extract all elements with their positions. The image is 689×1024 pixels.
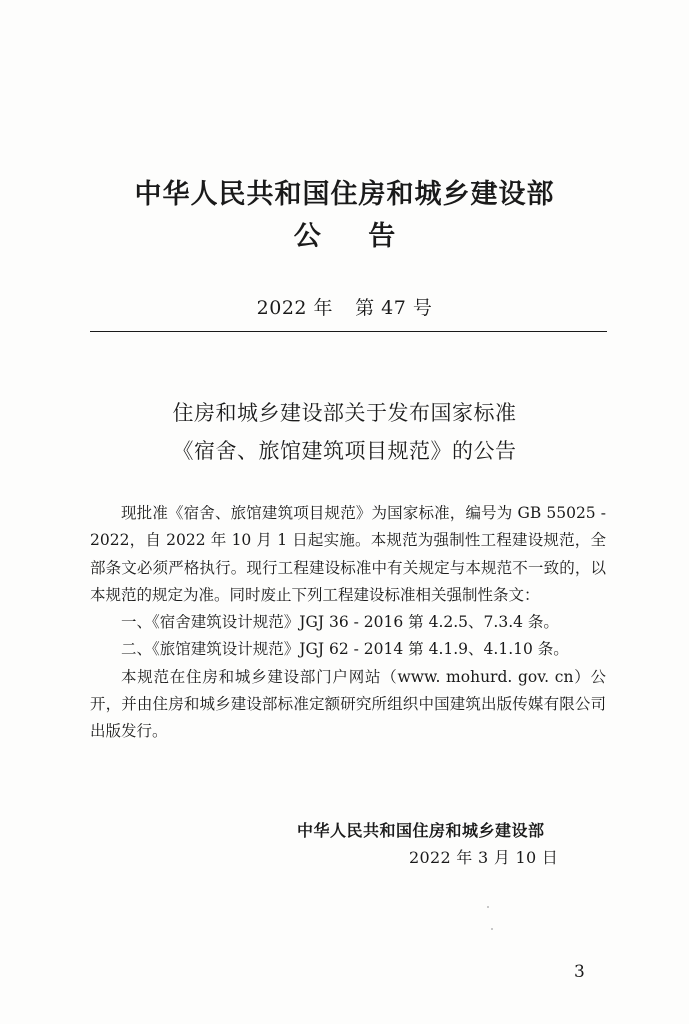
notice-body	[90, 500, 606, 746]
notice-title-line-2: 《宿舍、旅馆建筑项目规范》的公告	[172, 439, 517, 463]
repealed-item-1: 一、《宿舍建筑设计规范》JGJ 36 - 2016 第 4.2.5、7.3.4 条。	[121, 613, 559, 632]
scan-speck	[487, 906, 489, 908]
body-paragraph-2: 本规范在住房和城乡建设部门户网站（www. mohurd. gov. cn）公开，并由住房和城乡建设部标准定额研究所组织中国建筑出版传媒有限公司出版发行。	[90, 667, 606, 741]
signature-date: 2022 年 3 月 10 日	[409, 848, 559, 867]
ministry-title: 中华人民共和国住房和城乡建设部	[134, 179, 555, 210]
header-divider	[90, 331, 607, 332]
doc-serial: 第 47 号	[355, 297, 433, 319]
doc-year: 2022 年	[256, 297, 334, 319]
body-paragraph-1: 现批准《宿舍、旅馆建筑项目规范》为国家标准，编号为 GB 55025 - 2022，自 2022 年 10 月 1 日起实施。本规范为强制性工程建设规范，全部条文必须严格执行。现行工程建设标准中有关规定与本规范不一致的，以本规范的规定为准。同时废止下列工程建设标准相关强制性条文：	[90, 504, 606, 604]
document-number	[0, 293, 689, 320]
repealed-item-2: 二、《旅馆建筑设计规范》JGJ 62 - 2014 第 4.1.9、4.1.10 条。	[121, 640, 569, 659]
announcement-heading: 公 告	[293, 221, 396, 252]
notice-title	[0, 394, 689, 470]
signature-organization: 中华人民共和国住房和城乡建设部	[297, 821, 545, 840]
notice-title-line-1: 住房和城乡建设部关于发布国家标准	[172, 401, 517, 425]
scan-speck	[491, 928, 493, 930]
page-number: 3	[574, 962, 585, 982]
